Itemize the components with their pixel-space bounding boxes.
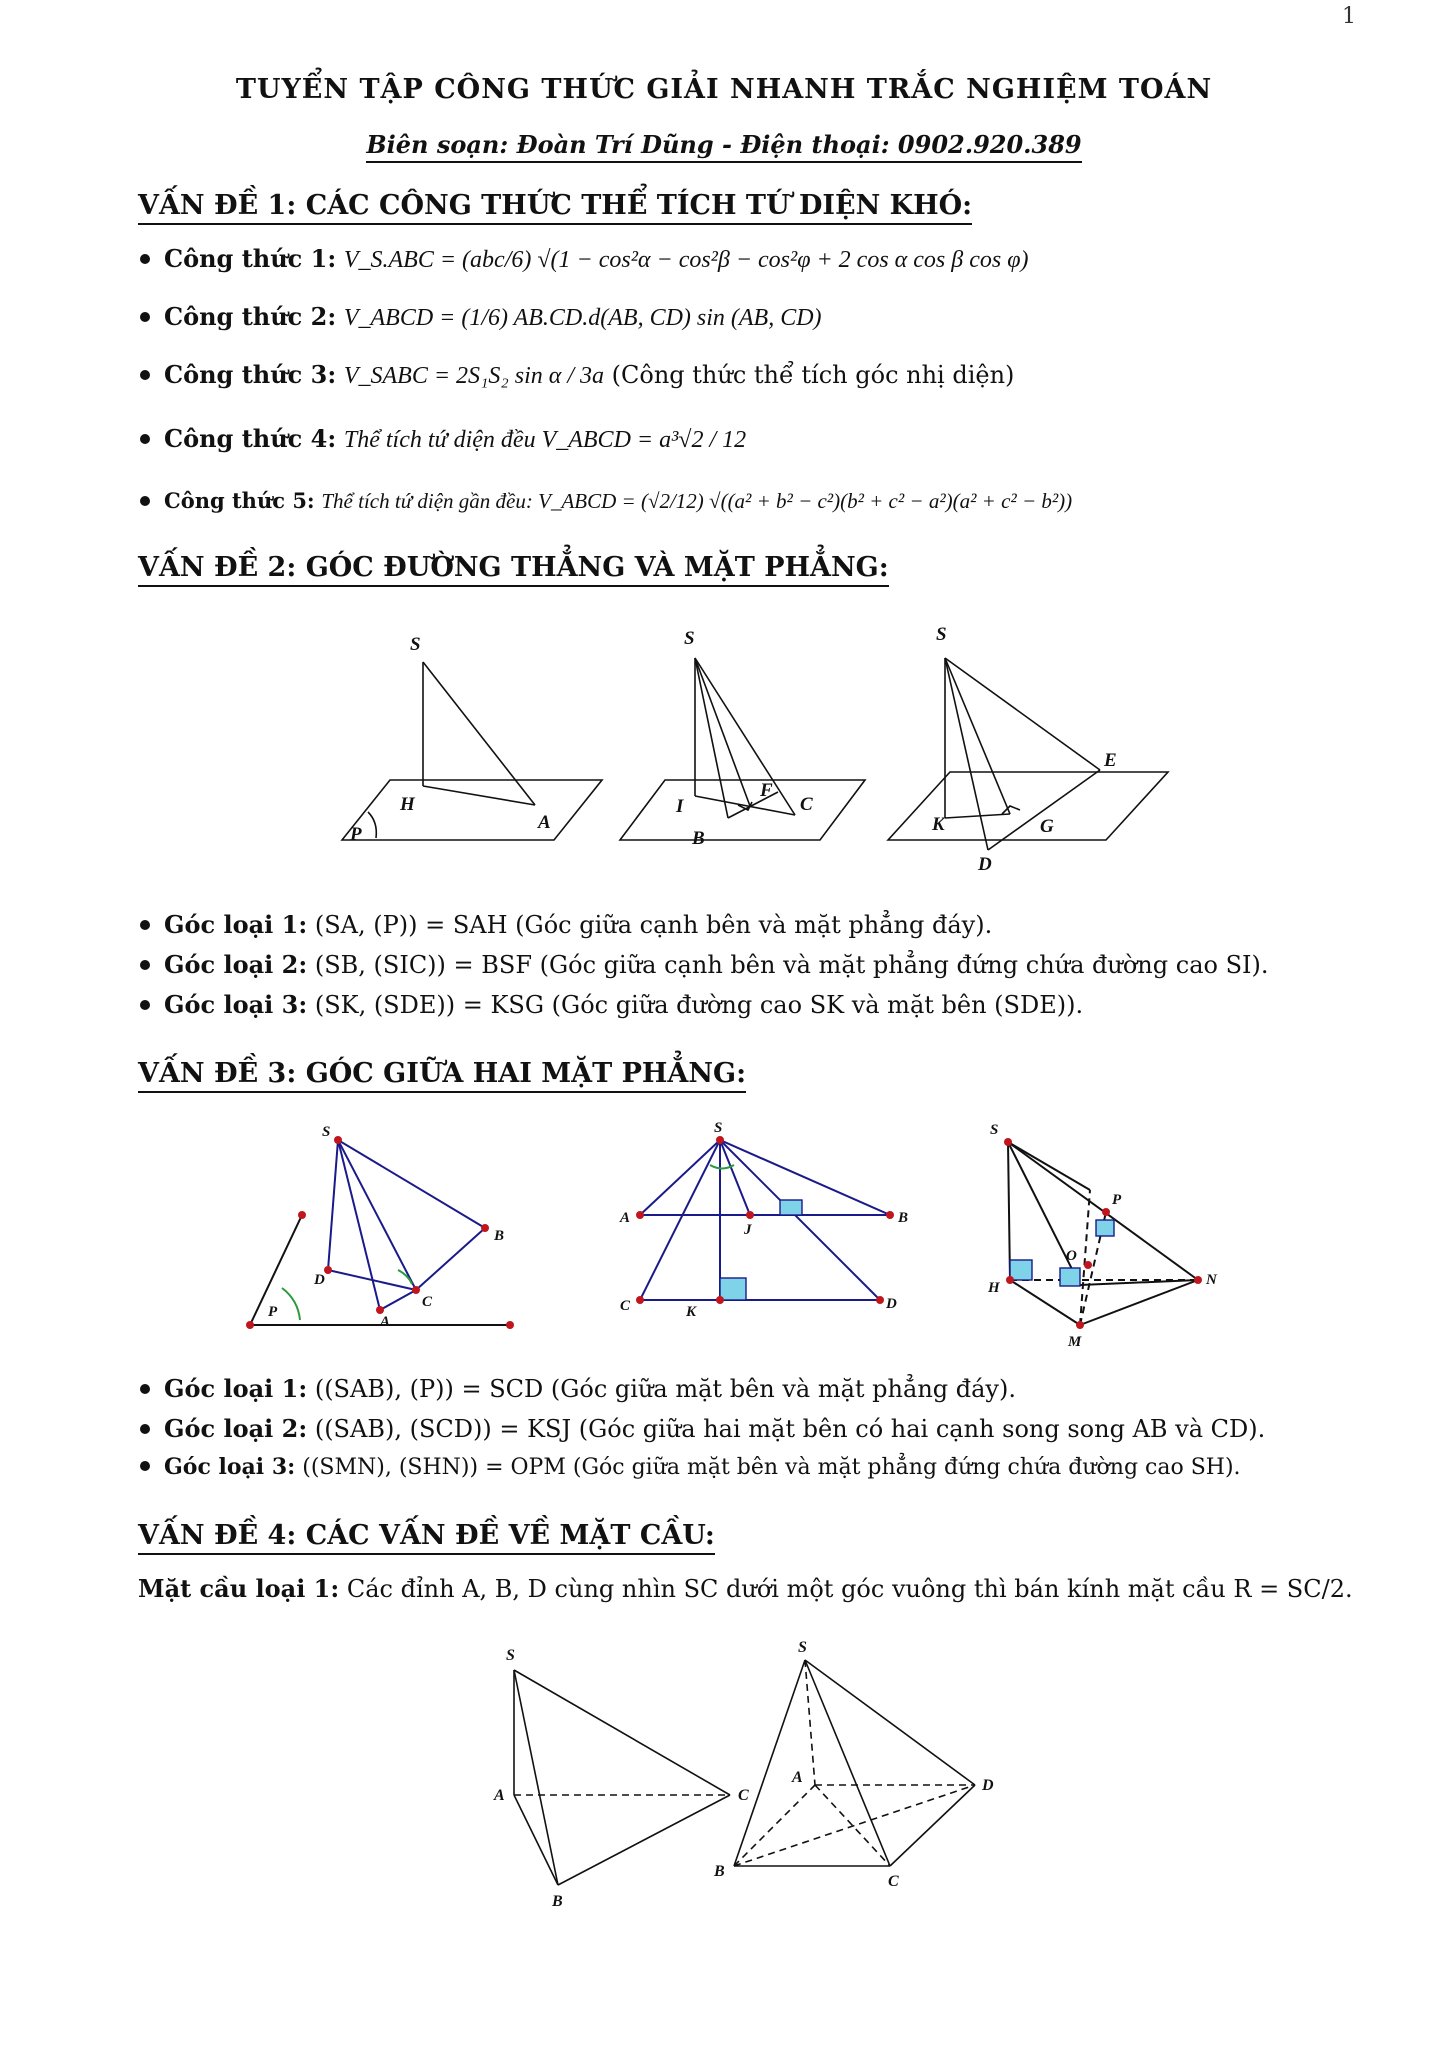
angle-type-1-label: Góc loại 1: [164,910,308,939]
page-number: 1 [1342,4,1356,29]
section2-heading: VẤN ĐỀ 2: GÓC ĐƯỜNG THẲNG VÀ MẶT PHẲNG: [138,552,889,587]
author-text: Biên soạn: Đoàn Trí Dũng - Điện thoại: 0902.920.389 [366,130,1081,163]
fig3-1-label: D [314,1272,325,1288]
right-angle-g [1002,806,1020,814]
sphere-type-1-text: Các đỉnh A, B, D cùng nhìn SC dưới một góc vuông thì bán kính mặt cầu R = SC/2. [346,1575,1353,1603]
segment-ha [423,786,535,805]
angle-type-3-text: (SK, (SDE)) = KSG (Góc giữa đường cao SK và mặt bên (SDE)). [314,991,1084,1019]
formula-3 [140,360,1014,390]
fig2-1-label: P [350,824,362,845]
formula-1 [140,244,1028,274]
edge-sb [695,658,728,818]
fig3-1-label: C [422,1294,433,1310]
angle-type-2-label: Góc loại 2: [164,950,308,979]
fig3-3-label: O [1066,1248,1077,1264]
plane-angle-type-1-text: ((SAB), (P)) = SCD (Góc giữa mặt bên và mặt phẳng đáy). [314,1375,1016,1403]
fig3-2-label: J [744,1222,752,1238]
fig3-1-label: A [380,1314,391,1330]
plane-angle-type-2 [140,1414,1265,1443]
fig2-2-label: B [692,828,705,849]
fig3-2-label: D [886,1296,897,1312]
formula-1-label: Công thức 1: [164,244,337,273]
formula-5-text: Thể tích tứ diện gần đều: V_ABCD = (√2/12) √((a² + b² − c²)(b² + c² − a²)(a² + c² − b²)) [321,489,1073,513]
formula-4-text: Thể tích tứ diện đều V_ABCD = a³√2 / 12 [343,427,747,453]
angle-type-1-text: (SA, (P)) = SAH (Góc giữa cạnh bên và mặt phẳng đáy). [314,911,993,939]
fig3-2-label: S [714,1120,723,1136]
formula-4 [140,424,746,454]
fig4-2-label: B [714,1863,725,1880]
plane-p3 [888,772,1168,840]
plane-angle-type-1 [140,1374,1016,1403]
fig3-2-label: K [686,1304,697,1320]
fig2-1-label: A [538,812,551,833]
fig2-3-label: D [978,854,992,875]
section4-figures [480,1640,1020,1930]
fig3-1-label: P [268,1304,278,1320]
section2-figures [320,600,1200,880]
fig4-1-label: S [506,1647,515,1664]
edge-sd [328,1140,338,1270]
formula-3-note: (Công thức thể tích góc nhị diện) [611,361,1015,389]
fig4-2-label: A [792,1769,803,1786]
section4-heading: VẤN ĐỀ 4: CÁC VẤN ĐỀ VỀ MẶT CẦU: [138,1520,715,1555]
section1-heading: VẤN ĐỀ 1: CÁC CÔNG THỨC THỂ TÍCH TỨ DIỆN KHÓ: [138,190,972,225]
section3-figures [240,1120,1260,1360]
fig2-1-label: H [400,794,415,815]
sphere-type-1 [138,1574,1353,1603]
fig3-3-label: N [1206,1272,1217,1288]
plane-p1 [342,780,602,840]
fig3-2-label: C [620,1298,631,1314]
angle-type-3-label: Góc loại 3: [164,990,308,1019]
sphere-type-1-label: Mặt cầu loại 1: [138,1574,340,1603]
segment-de [988,770,1100,850]
formula-5-label: Công thức 5: [164,488,315,513]
formula-4-label: Công thức 4: [164,424,337,453]
section3-heading: VẤN ĐỀ 3: GÓC GIỮA HAI MẶT PHẲNG: [138,1058,746,1093]
formula-3-label: Công thức 3: [164,360,337,389]
fig2-2-label: C [800,794,813,815]
angle-type-1 [140,910,992,939]
fig2-3-label: K [932,814,945,835]
plane-angle-type-2-label: Góc loại 2: [164,1414,308,1443]
fig4-1-label: A [494,1787,505,1804]
edge-sa [338,1140,380,1310]
fig3-3-label: H [988,1280,1000,1296]
fig4-1-label: B [552,1893,563,1910]
edge-sa [423,662,535,805]
fig3-3-label: M [1068,1334,1082,1350]
fig3-1-label: B [494,1228,505,1244]
fig3-2-label: B [898,1210,909,1226]
fig4-1-label: C [738,1787,749,1804]
author-line [0,130,1448,159]
fig3-3-label: S [990,1122,999,1138]
fig4-2-label: C [888,1873,899,1890]
formula-2-text: V_ABCD = (1/6) AB.CD.d(AB, CD) sin (AB, CD) [343,305,822,331]
plane-angle-type-3-text: ((SMN), (SHN)) = OPM (Góc giữa mặt bên và mặt phẳng đứng chứa đường cao SH). [302,1455,1241,1480]
formula-2 [140,302,822,332]
formula-1-text: V_S.ABC = (abc/6) √(1 − cos²α − cos²β − cos²φ + 2 cos α cos β cos φ) [343,247,1029,273]
plane-angle-type-2-text: ((SAB), (SCD)) = KSJ (Góc giữa hai mặt bên có hai cạnh song song AB và CD). [314,1415,1266,1443]
page-title: TUYỂN TẬP CÔNG THỨC GIẢI NHANH TRẮC NGHIỆM TOÁN [235,74,1213,105]
fig2-3-label: S [936,624,947,645]
fig2-2-label: S [684,628,695,649]
angle-arc-p [368,812,376,838]
fig4-2-label: S [798,1640,807,1656]
plane-angle-type-3 [140,1454,1241,1480]
angle-type-2 [140,950,1269,979]
plane-angle-type-3-label: Góc loại 3: [164,1454,296,1480]
angle-type-3 [140,990,1083,1019]
fig3-3-label: P [1112,1192,1122,1208]
fig2-2-label: I [676,796,684,817]
fig2-2-label: F [760,780,773,801]
plane-angle-type-1-label: Góc loại 1: [164,1374,308,1403]
fig2-1-label: S [410,634,421,655]
fig3-1-label: S [322,1124,331,1140]
formula-3-text: V_SABC = 2S₁S₂ sin α / 3a [343,363,605,389]
formula-5 [140,488,1072,514]
fig3-2-label: A [620,1210,631,1226]
segment-ic [695,796,795,815]
edge-sd [945,658,988,850]
angle-type-2-text: (SB, (SIC)) = BSF (Góc giữa cạnh bên và mặt phẳng đứng chứa đường cao SI). [314,951,1269,979]
segment-kg [945,814,1010,818]
fig2-3-label: G [1040,816,1054,837]
formula-2-label: Công thức 2: [164,302,337,331]
fig4-2-label: D [982,1777,994,1794]
fig2-3-label: E [1104,750,1117,771]
